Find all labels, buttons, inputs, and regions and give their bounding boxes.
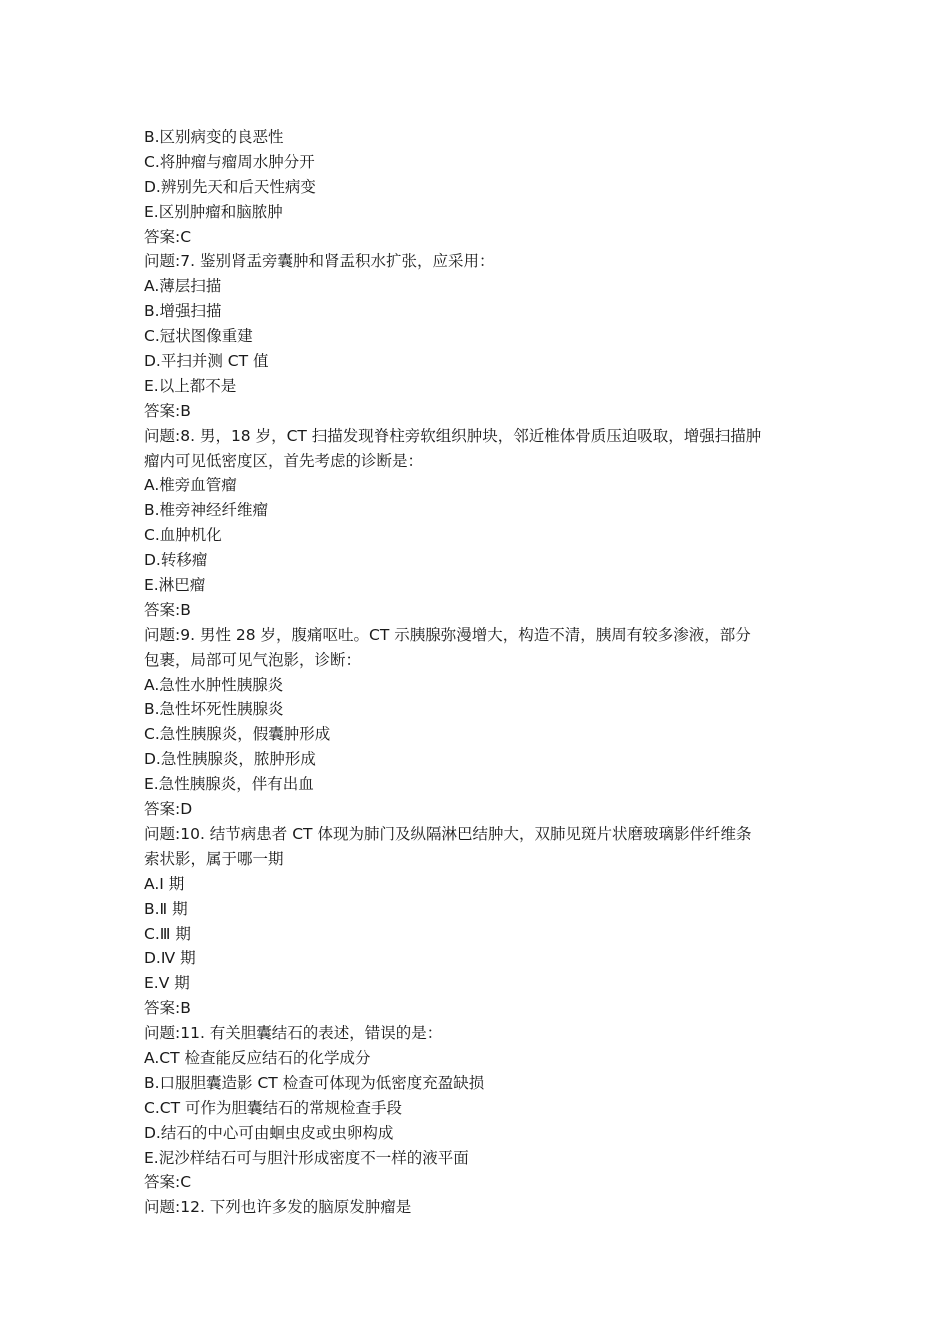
q7-option-e: E.以上都不是 (144, 376, 237, 395)
q10-option-b: B.Ⅱ 期 (144, 899, 188, 918)
q7-answer: 答案:B (144, 401, 191, 420)
question-9-line-2: 包裹，局部可见气泡影，诊断： (144, 650, 362, 669)
option-b-prev: B.区别病变的良恶性 (144, 128, 284, 146)
answer-prev: 答案:C (144, 227, 192, 246)
q8-option-a: A.椎旁血管瘤 (144, 476, 237, 495)
question-7: 问题:7. 鉴别肾盂旁囊肿和肾盂积水扩张，应采用： (144, 252, 495, 271)
q7-option-a: A.薄层扫描 (144, 277, 222, 296)
q9-option-d: D.急性胰腺炎，脓肿形成 (144, 750, 316, 769)
q8-option-e: E.淋巴瘤 (144, 576, 206, 595)
question-10-line-1: 问题:10. 结节病患者 CT 体现为肺门及纵隔淋巴结肿大，双肺见斑片状磨玻璃影伴纤维条 (144, 824, 752, 843)
q11-option-b: B.口服胆囊造影 CT 检查可体现为低密度充盈缺损 (144, 1073, 485, 1092)
q9-answer: 答案:D (144, 800, 193, 819)
q8-option-b: B.椎旁神经纤维瘤 (144, 501, 269, 520)
q11-answer: 答案:C (144, 1173, 192, 1192)
q10-option-a: A.Ⅰ 期 (144, 874, 185, 893)
option-e-prev: E.区别肿瘤和脑脓肿 (144, 202, 283, 221)
q8-option-d: D.转移瘤 (144, 551, 208, 570)
document-page (144, 125, 814, 1220)
question-10-line-2: 索状影，属于哪一期 (144, 849, 284, 868)
option-d-prev: D.辨别先天和后天性病变 (144, 177, 316, 196)
q10-answer: 答案:B (144, 999, 191, 1018)
q8-answer: 答案:B (144, 600, 191, 619)
q9-option-e: E.急性胰腺炎，伴有出血 (144, 775, 314, 794)
question-12: 问题:12. 下列也许多发的脑原发肿瘤是 (144, 1198, 412, 1217)
q10-option-d: D.Ⅳ 期 (144, 949, 196, 968)
question-9-line-1: 问题:9. 男性 28 岁，腹痛呕吐。CT 示胰腺弥漫增大，构造不清，胰周有较多渗液，部分 (144, 625, 751, 644)
q7-option-d: D.平扫并测 CT 值 (144, 352, 269, 371)
q9-option-a: A.急性水肿性胰腺炎 (144, 675, 284, 694)
question-8-line-2: 瘤内可见低密度区，首先考虑的诊断是： (144, 451, 424, 470)
option-c-prev: C.将肿瘤与瘤周水肿分开 (144, 152, 315, 171)
q11-option-c: C.CT 可作为胆囊结石的常规检查手段 (144, 1098, 402, 1117)
q11-option-d: D.结石的中心可由蛔虫皮或虫卵构成 (144, 1123, 394, 1142)
q11-option-a: A.CT 检查能反应结石的化学成分 (144, 1048, 371, 1067)
question-11: 问题:11. 有关胆囊结石的表述，错误的是： (144, 1024, 443, 1043)
q7-option-b: B.增强扫描 (144, 302, 222, 321)
q9-option-c: C.急性胰腺炎，假囊肿形成 (144, 725, 331, 744)
q7-option-c: C.冠状图像重建 (144, 327, 253, 346)
q8-option-c: C.血肿机化 (144, 526, 222, 545)
q10-option-c: C.Ⅲ 期 (144, 924, 191, 943)
q10-option-e: E.Ⅴ 期 (144, 974, 190, 993)
q9-option-b: B.急性坏死性胰腺炎 (144, 700, 284, 719)
q11-option-e: E.泥沙样结石可与胆汁形成密度不一样的液平面 (144, 1148, 469, 1167)
question-8-line-1: 问题:8. 男，18 岁，CT 扫描发现脊柱旁软组织肿块，邻近椎体骨质压迫吸取，增强扫描肿 (144, 426, 762, 445)
